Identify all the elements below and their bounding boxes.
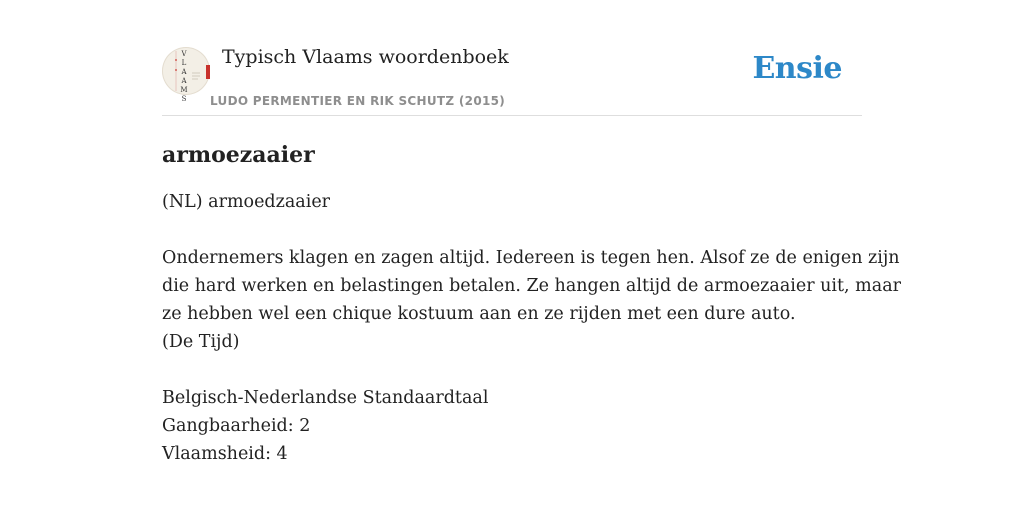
language-variety: Belgisch-Nederlandse Standaardtaal (162, 388, 489, 408)
avatar-letter-4: A (181, 77, 187, 85)
example-line-2: die hard werken en belastingen betalen. Ze hangen altijd de armoezaaier uit, maar (162, 276, 901, 296)
avatar-letter-1: V (181, 50, 187, 58)
book-cover-icon (162, 47, 210, 103)
book-title[interactable]: Typisch Vlaams woordenboek (222, 46, 509, 68)
ensie-logo-link[interactable]: Ensie (752, 51, 842, 86)
spacer (162, 216, 862, 244)
dutch-equivalent: (NL) armoedzaaier (162, 192, 331, 212)
site-header (162, 44, 862, 116)
entry-content (162, 138, 901, 468)
example-source: (De Tijd) (162, 332, 240, 352)
headword: armoezaaier (162, 142, 315, 168)
spacer (162, 356, 862, 384)
book-cover-avatar[interactable] (162, 47, 210, 103)
vlaamsheid-rating: Vlaamsheid: 4 (162, 444, 288, 464)
avatar-letter-6: S (181, 95, 187, 103)
example-line-1: Ondernemers klagen en zagen altijd. Iedereen is tegen hen. Alsof ze de enigen zijn (162, 248, 900, 268)
avatar-letter-2: L (181, 59, 187, 67)
example-line-3: ze hebben wel een chique kostuum aan en ze rijden met een dure auto. (162, 304, 796, 324)
entry-body (162, 188, 901, 468)
avatar-letter-5: M (180, 86, 188, 94)
gangbaarheid-rating: Gangbaarheid: 2 (162, 416, 311, 436)
book-authors: LUDO PERMENTIER EN RIK SCHUTZ (2015) (210, 94, 506, 108)
avatar-letter-3: A (181, 68, 187, 76)
